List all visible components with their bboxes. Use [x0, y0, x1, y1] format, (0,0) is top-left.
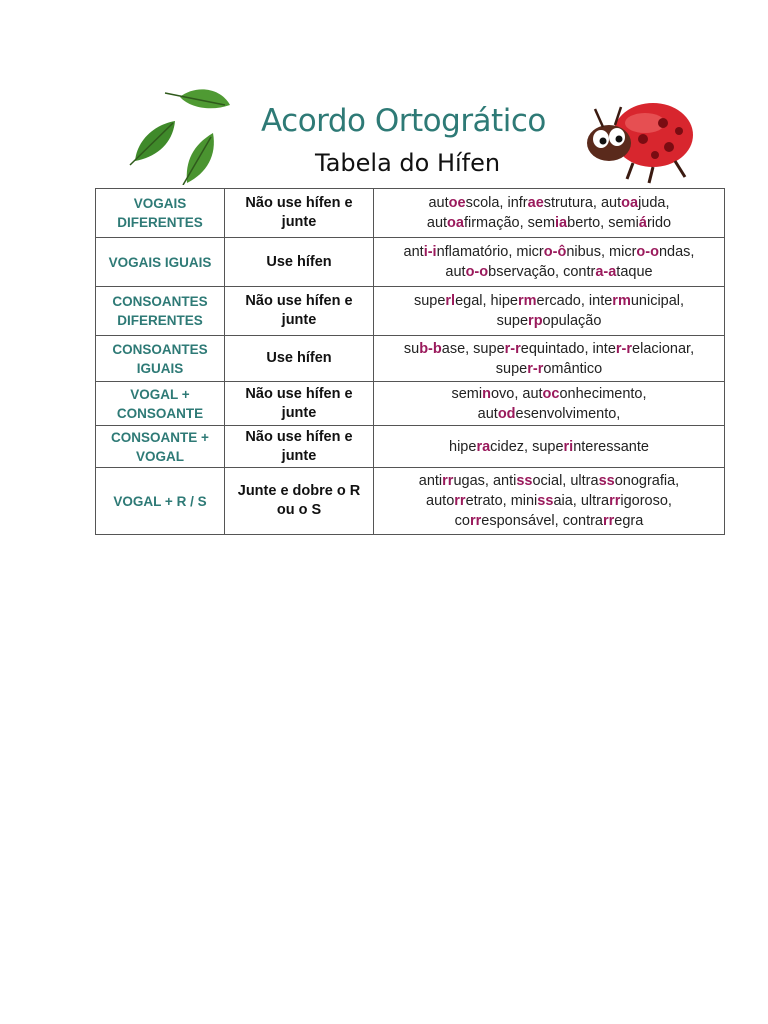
rule-label: junte [281, 404, 317, 421]
example-text: su [403, 340, 420, 357]
category-label: CONSOANTE [116, 405, 204, 421]
example-line [378, 384, 720, 404]
example-text: cidez, supe [490, 438, 564, 455]
example-line [378, 193, 720, 213]
examples-cell [374, 189, 725, 238]
highlighted-letters: oa [621, 195, 639, 211]
example-line [378, 437, 720, 457]
example-text: ugas, anti [453, 473, 517, 489]
page-subtitle: Tabela do Hífen [315, 149, 501, 177]
rule-label: junte [281, 447, 317, 464]
example-text: supe [413, 293, 446, 309]
category-label: CONSOANTE + [111, 429, 209, 445]
category-cell [96, 189, 225, 238]
example-text: aut [477, 405, 498, 422]
highlighted-letters: ra [476, 438, 491, 455]
highlighted-letters: rr [469, 513, 482, 529]
table-row [96, 238, 725, 287]
examples-cell [374, 382, 725, 426]
highlighted-letters: r-r [615, 340, 633, 357]
example-line [378, 339, 720, 359]
hyphen-rules-table [95, 188, 725, 535]
example-line [378, 311, 720, 331]
rule-label: Não use hífen e [245, 293, 353, 309]
examples-cell [374, 287, 725, 336]
highlighted-letters: n [482, 385, 491, 402]
example-line [378, 291, 720, 311]
example-line [378, 404, 720, 424]
example-text: auto [426, 493, 455, 509]
example-text: aia, ultra [553, 493, 610, 509]
example-text: onhecimento, [559, 385, 647, 402]
table-row [96, 426, 725, 468]
example-text: scola, infr [465, 195, 528, 211]
highlighted-letters: b-b [419, 340, 442, 357]
rule-label: Não use hífen e [245, 195, 353, 211]
example-text: igoroso, [620, 493, 672, 509]
highlighted-letters: a-a [595, 264, 617, 280]
example-line [378, 359, 720, 379]
highlighted-letters: ss [537, 493, 554, 509]
highlighted-letters: oa [447, 215, 464, 231]
example-text: unicipal, [630, 293, 685, 309]
rule-cell [225, 336, 374, 382]
category-cell [96, 382, 225, 426]
example-text: ovo, aut [490, 385, 543, 402]
rule-cell [225, 287, 374, 336]
example-text: ase, supe [441, 340, 505, 357]
example-text: egra [614, 513, 644, 529]
highlighted-letters: ss [516, 473, 533, 489]
example-text: ant [403, 244, 424, 260]
highlighted-letters: ae [527, 195, 544, 211]
table-row [96, 287, 725, 336]
category-label: CONSOANTES [112, 294, 208, 309]
category-label: CONSOANTES [112, 341, 208, 357]
highlighted-letters: á [638, 215, 647, 231]
example-text: supe [495, 360, 528, 377]
examples-cell [374, 336, 725, 382]
example-text: opulação [542, 313, 602, 329]
example-text: esponsável, contra [481, 513, 603, 529]
example-text: esenvolvimento, [515, 405, 621, 422]
example-text: equintado, inte [520, 340, 616, 357]
example-text: firmação, sem [463, 215, 556, 231]
example-text: nibus, micr [566, 244, 637, 260]
rule-label: Não use hífen e [245, 428, 353, 445]
header [95, 85, 725, 185]
highlighted-letters: r-r [527, 360, 544, 377]
category-cell [96, 287, 225, 336]
table-row [96, 189, 725, 238]
leaves-illustration [125, 85, 235, 185]
category-label: VOGAL + [130, 386, 190, 402]
highlighted-letters: od [497, 405, 516, 422]
category-cell [96, 336, 225, 382]
category-cell [96, 468, 225, 535]
category-cell [96, 238, 225, 287]
examples-cell [374, 468, 725, 535]
highlighted-letters: rr [609, 493, 621, 509]
category-label: VOGAIS [133, 196, 187, 211]
rule-cell [225, 238, 374, 287]
highlighted-letters: rm [612, 293, 631, 309]
highlighted-letters: rr [603, 513, 615, 529]
highlighted-letters: oc [542, 385, 560, 402]
table-row [96, 468, 725, 535]
examples-cell [374, 426, 725, 468]
example-text: nteressante [573, 438, 649, 455]
table-row [96, 382, 725, 426]
rule-cell [225, 189, 374, 238]
example-text: taque [616, 264, 653, 280]
example-line [378, 491, 720, 511]
example-text: etrato, mini [465, 493, 538, 509]
category-cell [96, 426, 225, 468]
highlighted-letters: i-i [423, 244, 437, 260]
rule-cell [225, 382, 374, 426]
rule-cell [225, 468, 374, 535]
example-text: onografia, [614, 473, 680, 489]
rule-cell [225, 426, 374, 468]
rule-label: Use hífen [266, 350, 332, 366]
highlighted-letters: oe [448, 195, 466, 211]
rule-label: Use hífen [266, 253, 332, 270]
example-line [378, 262, 720, 282]
highlighted-letters: ss [598, 473, 615, 489]
example-text: semi [451, 385, 483, 402]
examples-cell [374, 238, 725, 287]
category-label: VOGAL + R / S [113, 493, 207, 509]
example-text: anti [418, 473, 443, 489]
highlighted-letters: rr [442, 473, 454, 489]
example-text: nflamatório, micr [436, 244, 544, 260]
highlighted-letters: rp [528, 313, 543, 329]
example-text: hipe [449, 438, 477, 455]
rule-label: junte [281, 312, 317, 328]
example-text: elacionar, [632, 340, 695, 357]
highlighted-letters: r-r [504, 340, 521, 357]
example-text: supe [496, 313, 529, 329]
example-text: rido [646, 215, 672, 231]
example-text: aut [426, 215, 448, 231]
category-label: VOGAL [135, 448, 184, 464]
rule-label: ou o S [276, 502, 322, 518]
highlighted-letters: o-o [465, 264, 489, 280]
rule-label: Não use hífen e [245, 385, 353, 402]
example-text: aut [428, 195, 449, 211]
category-label: VOGAIS IGUAIS [108, 254, 212, 270]
example-line [378, 471, 720, 491]
example-text: aut [445, 264, 466, 280]
example-text: strutura, aut [543, 195, 622, 211]
ladybug-illustration [583, 93, 703, 185]
example-text: bservação, contr [488, 264, 596, 280]
example-text: co [454, 513, 470, 529]
example-text: ndas, [658, 244, 695, 260]
highlighted-letters: ri [563, 438, 574, 455]
example-text: ercado, inte [536, 293, 613, 309]
category-label: DIFERENTES [117, 313, 203, 328]
example-line [378, 511, 720, 531]
example-line [378, 213, 720, 233]
category-label: DIFERENTES [117, 215, 203, 230]
example-text: berto, semi [567, 215, 639, 231]
highlighted-letters: rl [445, 293, 456, 309]
highlighted-letters: o-ô [543, 244, 567, 260]
highlighted-letters: ia [555, 215, 568, 231]
category-label: IGUAIS [136, 360, 184, 376]
table-row [96, 336, 725, 382]
example-text: omântico [543, 360, 603, 377]
highlighted-letters: rm [517, 293, 537, 309]
highlighted-letters: o-o [636, 244, 659, 260]
example-text: ocial, ultra [532, 473, 599, 489]
rule-label: Junte e dobre o R [237, 483, 361, 499]
example-line [378, 242, 720, 262]
example-text: juda, [638, 195, 670, 211]
page-title: Acordo Ortogrático [261, 103, 546, 139]
example-text: egal, hipe [455, 293, 518, 309]
rule-label: junte [281, 214, 317, 230]
highlighted-letters: rr [454, 493, 466, 509]
